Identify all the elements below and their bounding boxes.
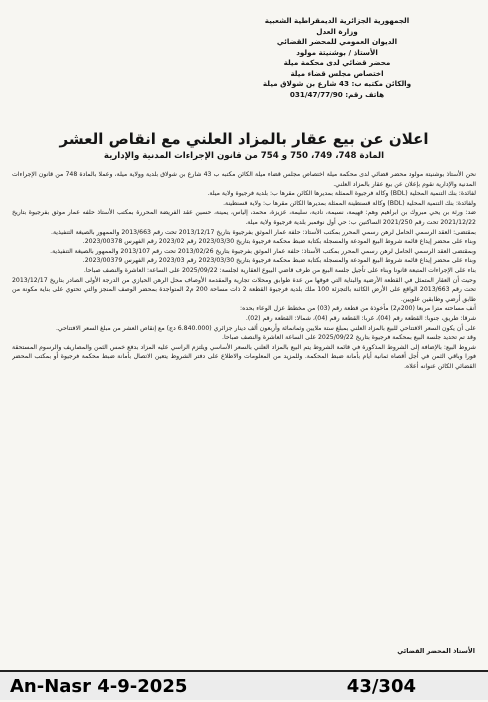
header-line: الأستاذ / بوشنيتة مولود xyxy=(296,47,378,57)
body-paragraph: على أن يكون السعر الافتتاحي للبيع بالمزاد العلني بمبلغ ستة ملايين وثمانمائة وأربعون ألف دينار جزائري (6.840.000 دج) مع إنقاص العشر من مبلغ السعر الافتتاحي. xyxy=(55,324,476,332)
header-line: وزارة العدل xyxy=(316,26,358,36)
signature-line: الأستاذ المحضر القضائي xyxy=(397,647,475,655)
header-line: الجمهورية الجزائرية الديمقراطية الشعبية xyxy=(264,16,410,25)
body-paragraph: ولفائدة: بنك التنمية المحلية (BDL) وكالة قسنطينة الممثلة بمديرها الكائن مقرها ب: ولاية قسنطينة. xyxy=(223,199,476,207)
notice-reference: 43/304 xyxy=(346,676,416,697)
body-paragraph: وبناء على محضر إيداع قائمة شروط البيع المودعة والمسجلة بكتابة ضبط محكمة فرجيوة بتاريخ 2023/03/30 رقم 2023/03 رقم الفهرس 2023/00379. xyxy=(82,257,476,265)
body-paragraph: بمقتضى: العقد الرسمي الحامل لرهن رسمي المحرر بمكتب الأستاذ: حلفة عمار الموثق بفرجيوة بتاريخ 2013/12/17 تحت رقم 2013/663 والممهور بالصيغة التنفيذية. xyxy=(51,228,476,236)
body-paragraph: وبناء على محضر إيداع قائمة شروط البيع المودعة والمسجلة بكتابة ضبط محكمة فرجيوة بتاريخ 2023/03/30 رقم 2023/02 رقم الفهرس 2023/00378. xyxy=(82,238,476,246)
body-paragraph: ضد: ورثة بن يحي مبروك بن ابراهيم وهم: فهيمة، نسيمة، نادية، سليمة، عزيزة، محمد، إلياس، يمينة، حسين عقد الفريضة المحررة بمكتب الأستاذ حلفه عمار موثق بفرجيوة بتاريخ 2021/12/22 تحت رقم 2021/250 الساكنين ب: حي أول نوفمبر بلدية فرجيوة ولاية ميلة. xyxy=(12,209,476,226)
body-paragraph: أنف مساحته مترا مربعا (200م2) مأخوذة من قطعة رقم (03) من مخطط عزل الوعاء بحده: xyxy=(240,305,476,313)
body-paragraph: وقد تم تحديد جلسة البيع بمحكمة فرجيوة بتاريخ 2025/09/22 على الساعة العاشرة والنصف صباحا. xyxy=(222,334,476,342)
body-paragraph: وحيث أن العقار المتمثل في القطعة الأرضية والبناية التي فوقها من عدة طوابق ومحلات تجارية والمقدمة الأوصاف محل الرهن الحيازي من الدرجة الأولى الصادر بتاريخ 2013/12/17 تحت رقم 2013/663 الواقع على الأرض الكائنة بالتجزئة 100 ملك بلدية فرجيوة القطعة 2 ذات مساحة 200 م2 المتواجدة بمحضر الوصف المنجز والتي تحتوي على بناية مكونة من طابق أرضي وطابقين علويين. xyxy=(12,276,476,303)
notice-body xyxy=(12,170,476,664)
header-line: هاتف رقم: 031/47/77/90 xyxy=(289,89,385,99)
newspaper-footer xyxy=(0,670,488,700)
newspaper-date: An-Nasr 4-9-2025 xyxy=(10,676,188,697)
header-line: الديوان العمومي للمحضر القضائي xyxy=(276,37,398,46)
header-line: اختصاص مجلس قضاء ميلة xyxy=(290,68,384,78)
body-paragraph: لفائدة: بنك التنمية المحلية (BDL) وكالة فرجيوة الممثلة بمديرها الكائن مقرها ب: بلدية فرجيوة ولاية ميلة. xyxy=(207,190,476,198)
body-paragraph: وبمقتضى العقد الرسمي الحامل لرهن رسمي المحرر بمكتب الأستاذ: حلفة عمار الموثق بفرجيوة بتاريخ 2013/02/26 تحت رقم 2013/107 والممهور بالصيغة التنفيذية. xyxy=(50,247,476,255)
body-paragraph: بناء على الإجراءات المتبعة قانونا وبناء على تأجيل جلسة البيع من طرف قاضي البيوع العقارية لجلسة: 2025/09/22 على الساعة: العاشرة والنصف صباحا. xyxy=(83,266,476,274)
notice-title: اعلان عن بيع عقار بالمزاد العلني مع انقاص العشر xyxy=(59,130,429,148)
body-paragraph: نحن الأستاذ بوشنيتة مولود محضر قضائي لدى محكمة ميلة اختصاص مجلس قضاء ميلة الكائن مكتبه ب 43 شارع بن شولاق بلدية وولاية ميلة، وعملا بالمادة 748 من قانون الإجراءات المدنية والإدارية نقوم بإعلان عن بيع عقار بالمزاد العلني. xyxy=(12,171,476,188)
body-paragraph: شروط البيع: بالإضافة إلى الشروط المذكورة في قائمة الشروط يتم البيع بالمزاد العلني بالسعر الأساسي ويلتزم الراسي عليه المزاد بدفع خمس الثمن والمصاريف والرسوم المستحقة فورا وباقي الثمن في أجل أقصاه ثمانية أيام بأمانة ضبط المحكمة. وللمزيد من المعلومات والاطلاع على دفتر الشروط يتعين الاتصال بأمانة ضبط محكمة فرجيوة أو بمكتب المحضر القضائي الكائن عنوانه أعلاه. xyxy=(12,343,476,370)
header-line: والكائن مكتبه ب: 43 شارع بن شولاق ميلة xyxy=(262,79,412,88)
official-header xyxy=(222,16,452,100)
body-paragraph: شرقا: طريق، جنوبا: القطعة رقم (04)، غربا: القطعة رقم (04)، شمالا: القطعة رقم (02). xyxy=(245,314,476,322)
notice-subtitle: المادة 748، 749، 750 و 754 من قانون الإجراءات المدنية والإدارية xyxy=(103,151,385,161)
header-line: محضر قضائي لدى محكمة ميلة xyxy=(283,58,391,67)
